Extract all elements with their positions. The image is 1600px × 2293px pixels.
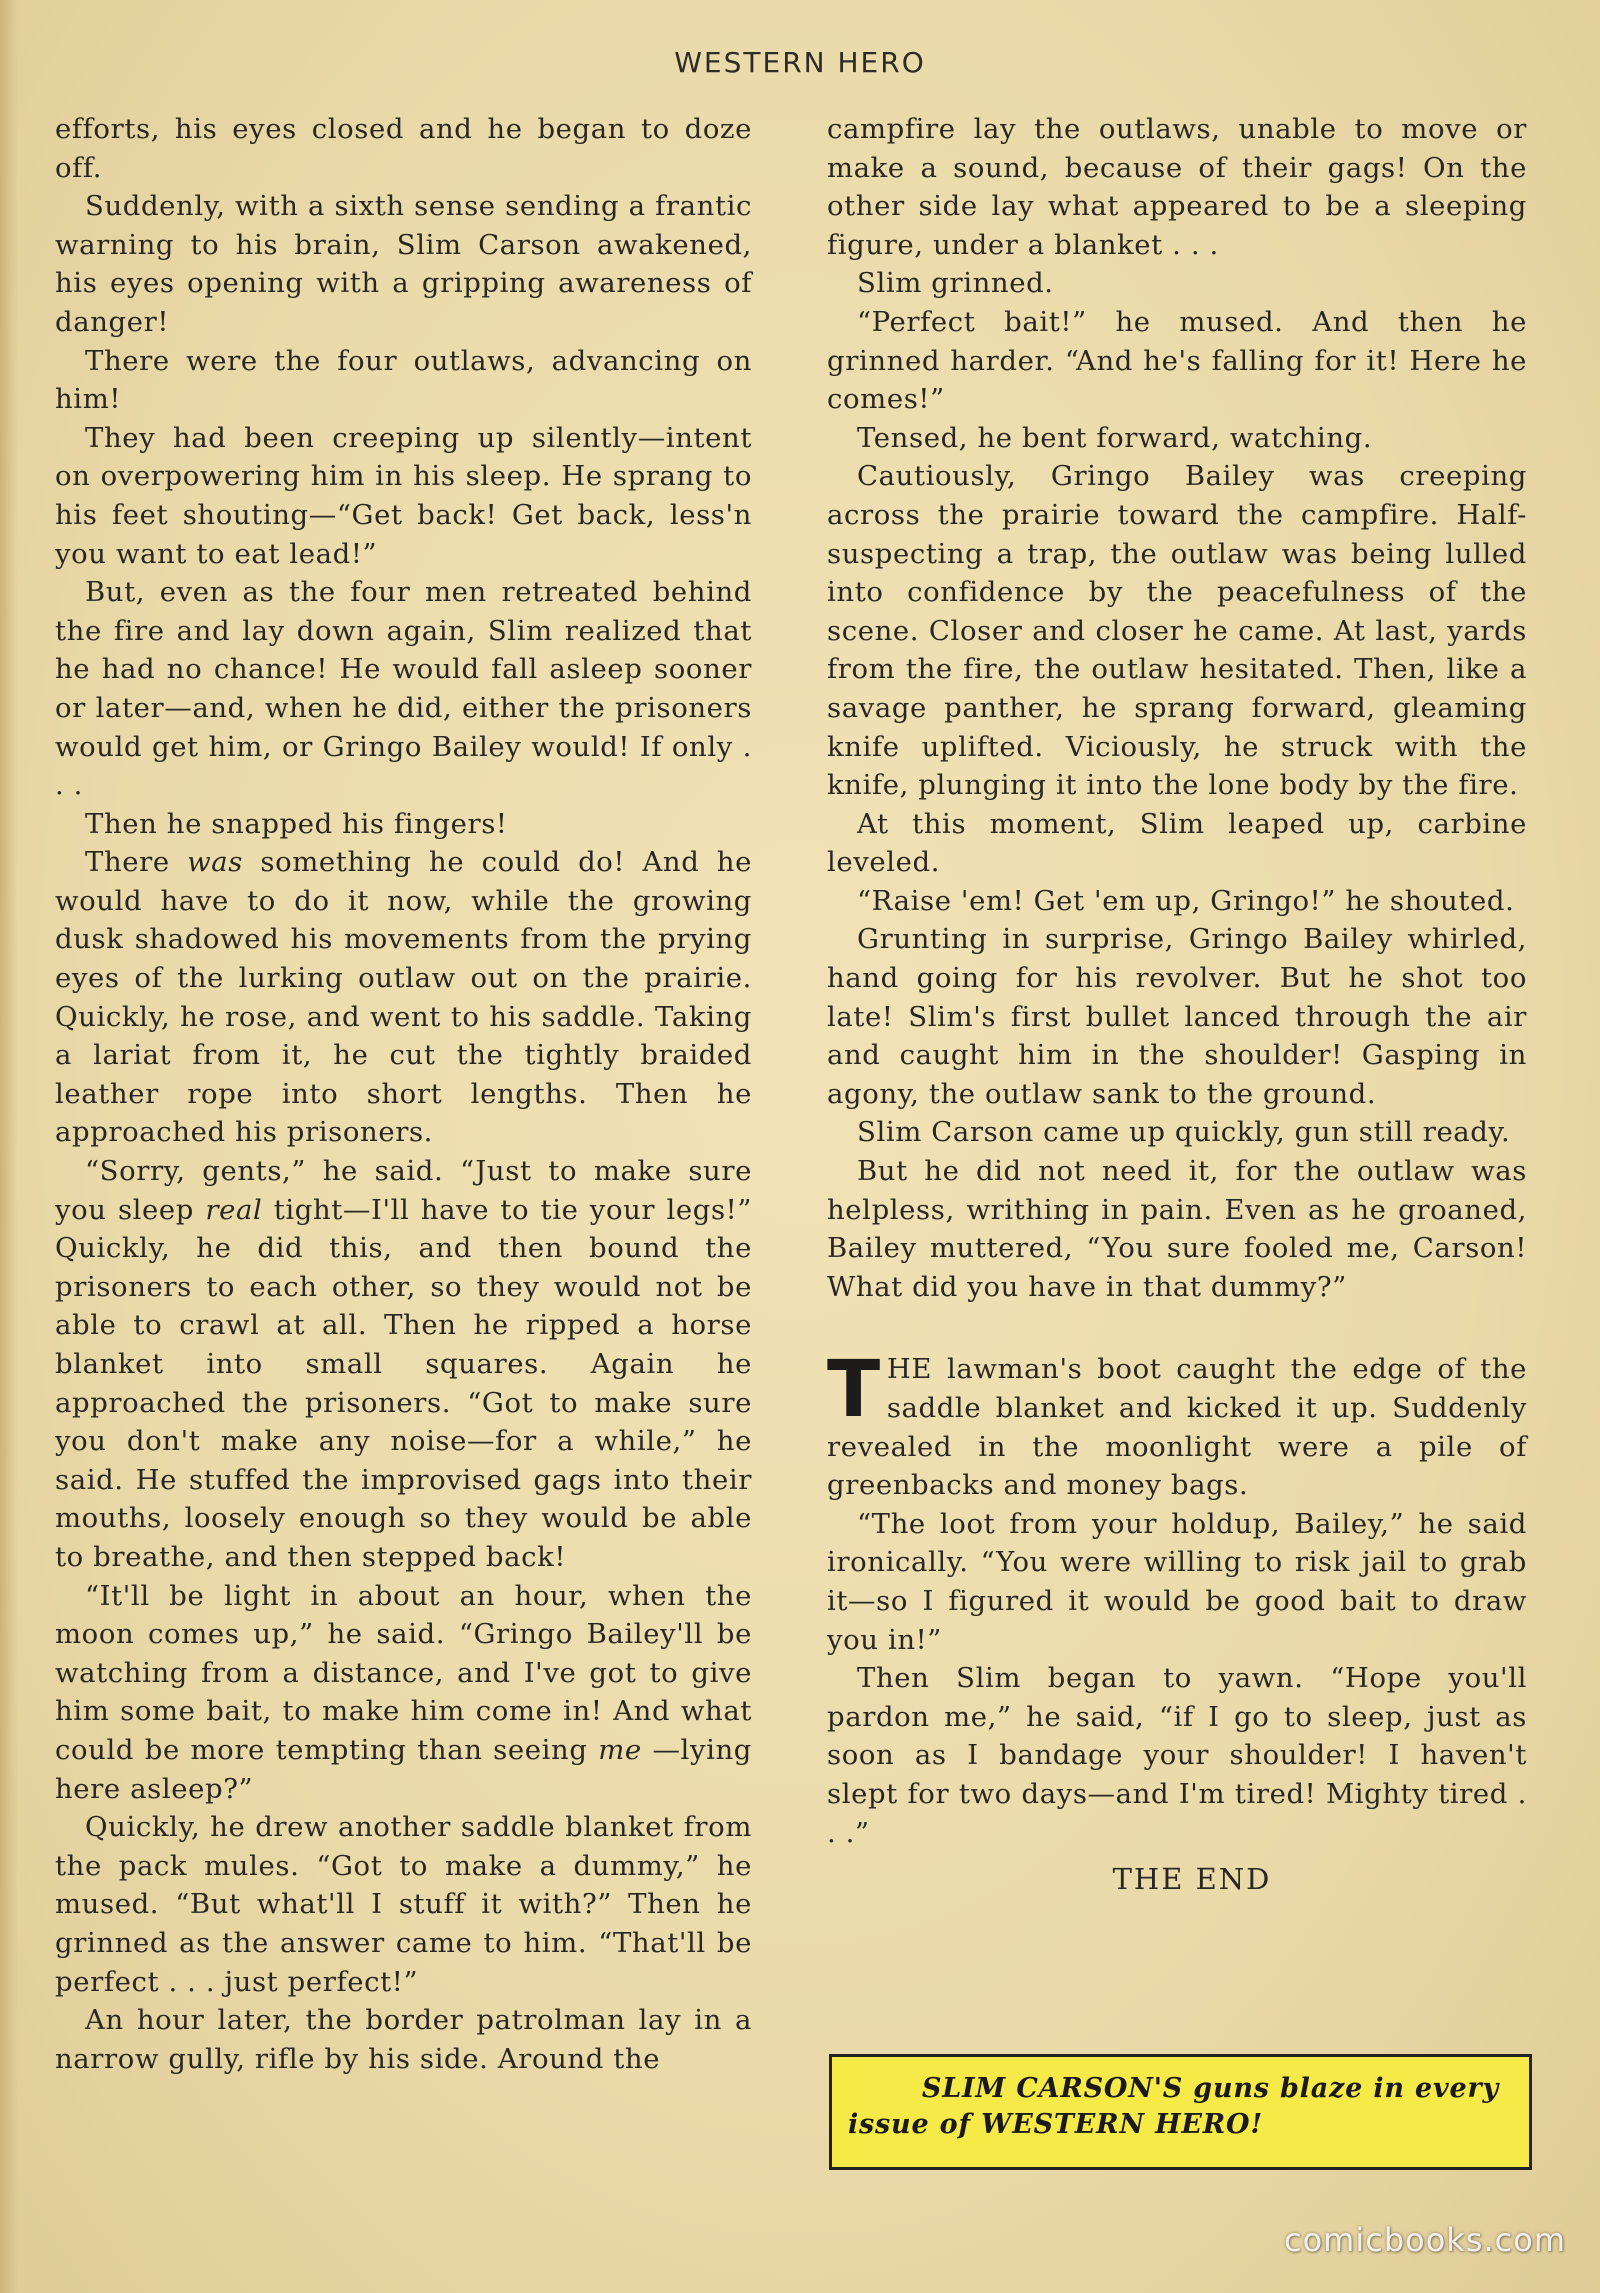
text-run: Quickly, he rose, and went to his saddle. Taking a lariat from it, he cut the tightly braided leather rope into short lengths. Then he approached his prisoners. <box>55 1000 752 1149</box>
paragraph: Slim grinned. <box>857 267 1054 300</box>
paragraph: “Raise 'em! Get 'em up, Gringo!” he shouted. <box>857 884 1515 917</box>
site-watermark: comicbooks.com <box>1283 2221 1566 2259</box>
emphasis-text: me <box>598 1733 642 1766</box>
paragraph: Then Slim began to yawn. “Hope you'll pardon me,” he said, “if I go to sleep, just as soon as I bandage your shoulder! I haven't slept for two days—and I'm tired! Mighty tired . . .” <box>827 1662 1527 1849</box>
paragraph: Slim Carson came up quickly, gun still ready. <box>857 1116 1511 1149</box>
paragraph: But, even as the four men retreated behind the fire and lay down again, Slim realized that he had no chance! He would fall asleep sooner or later—and, when he did, either the prisoners would get him, or Gringo Bailey would! If only . . . <box>55 576 752 802</box>
paragraph: But he did not need it, for the outlaw was helpless, writhing in pain. Even as he groaned, Bailey muttered, “You sure fooled me, Carson! What did you have in that dummy?” <box>827 1155 1527 1303</box>
emphasis-text: real <box>205 1193 263 1226</box>
paragraph: There were the four outlaws, advancing on him! <box>55 344 752 416</box>
promo-line-1: SLIM CARSON'S guns blaze in every <box>921 2073 1499 2104</box>
emphasis-text: was <box>187 846 243 879</box>
paragraph: campfire lay the outlaws, unable to move or make a sound, because of their gags! On the other side lay what appeared to be a sleeping figure, under a blanket . . . <box>827 113 1527 261</box>
paragraph <box>55 1577 752 1809</box>
dropcap-letter: T <box>827 1345 881 1436</box>
page-edge-shadow <box>0 0 18 2293</box>
the-end-label: THE END <box>1112 1862 1272 1897</box>
paragraph: Cautiously, Gringo Bailey was creeping across the prairie toward the campfire. Half-suspecting a trap, the outlaw was being lulled into confidence by the peacefulness of the scene. Closer and closer he came. At last, yards from the fire, the outlaw hesitated. Then, like a savage panther, he sprang forward, gleaming knife uplifted. Viciously, he struck with the knife, plunging it into the lone body by the fire. <box>827 460 1527 802</box>
promo-line-2: issue of WESTERN HERO! <box>848 2109 1263 2140</box>
paragraph: Suddenly, with a sixth sense sending a frantic warning to his brain, Slim Carson awakened, his eyes opening with a gripping awareness of danger! <box>55 190 752 338</box>
text-run: —lying here asleep?” <box>55 1733 752 1805</box>
paragraph: Grunting in surprise, Gringo Bailey whirled, hand going for his revolver. But he shot too late! Slim's first bullet lanced through the air and caught him in the shoulder! Gasping in agony, the outlaw sank to the ground. <box>827 923 1527 1110</box>
paragraph <box>55 1152 752 1577</box>
paragraph: Quickly, he drew another saddle blanket from the pack mules. “Got to make a dummy,” he mused. “But what'll I stuff it with?” Then he grinned as the answer came to him. “That'll be perfect . . . just perfect!” <box>55 1811 752 1998</box>
text-run: There <box>85 846 188 879</box>
paragraph: efforts, his eyes closed and he began to doze off. <box>55 113 752 184</box>
paragraph: An hour later, the border patrolman lay in a narrow gully, rifle by his side. Around the <box>55 2004 752 2075</box>
right-text-column <box>827 110 1527 1896</box>
text-run: legs!” Quickly, he did this, and then bound the prisoners to each other, so they would not be able to crawl at all. Then he ripped a horse blanket into small squares. Again he approached the prisoners. “Got to make sure you don't make any noise—for a while,” he said. He stuffed the improvised gags into their mouths, loosely enough so they would be able to breathe, and then stepped back! <box>55 1193 752 1573</box>
paragraph: “Perfect bait!” he mused. And then he grinned harder. “And he's falling for it! Here he comes!” <box>827 305 1527 416</box>
paragraph <box>55 843 752 1152</box>
text-run: “It'll be light in about an hour, when the moon comes up,” he said. “Gringo Bailey'll be watching from a distance, and I've got to give him some bait, to make him come in! And what could be more tempting than seeing <box>55 1579 752 1766</box>
dropcap-paragraph <box>827 1345 1527 1504</box>
text-run: HE lawman's boot caught the edge of the saddle blanket and kicked it up. Suddenly revealed in the moonlight were a pile of greenbacks and money bags. <box>827 1353 1527 1502</box>
paragraph: They had been creeping up silently—intent on overpowering him in his sleep. He sprang to his feet shouting—“Get back! Get back, less'n you want to eat lead!” <box>55 421 752 570</box>
page-header-title: WESTERN HERO <box>674 46 926 79</box>
promo-banner <box>829 2054 1532 2170</box>
text-run: “Sorry, gents,” he said. “Just to make sure you sleep <box>55 1155 752 1226</box>
left-text-column <box>55 110 752 2078</box>
text-run: tight—I'll have to tie your <box>262 1193 667 1226</box>
paragraph: At this moment, Slim leaped up, carbine leveled. <box>827 807 1527 879</box>
paragraph: “The loot from your holdup, Bailey,” he said ironically. “You were willing to risk jail to grab it—so I figured it would be good bait to draw you in!” <box>827 1507 1527 1656</box>
text-run: something he could do! And he would have to do it now, while the growing dusk shadowed his movements from the prying eyes of the lurking outlaw out on the prairie. <box>55 846 752 995</box>
paragraph: Tensed, he bent forward, watching. <box>857 421 1373 454</box>
paragraph: Then he snapped his fingers! <box>85 807 508 840</box>
